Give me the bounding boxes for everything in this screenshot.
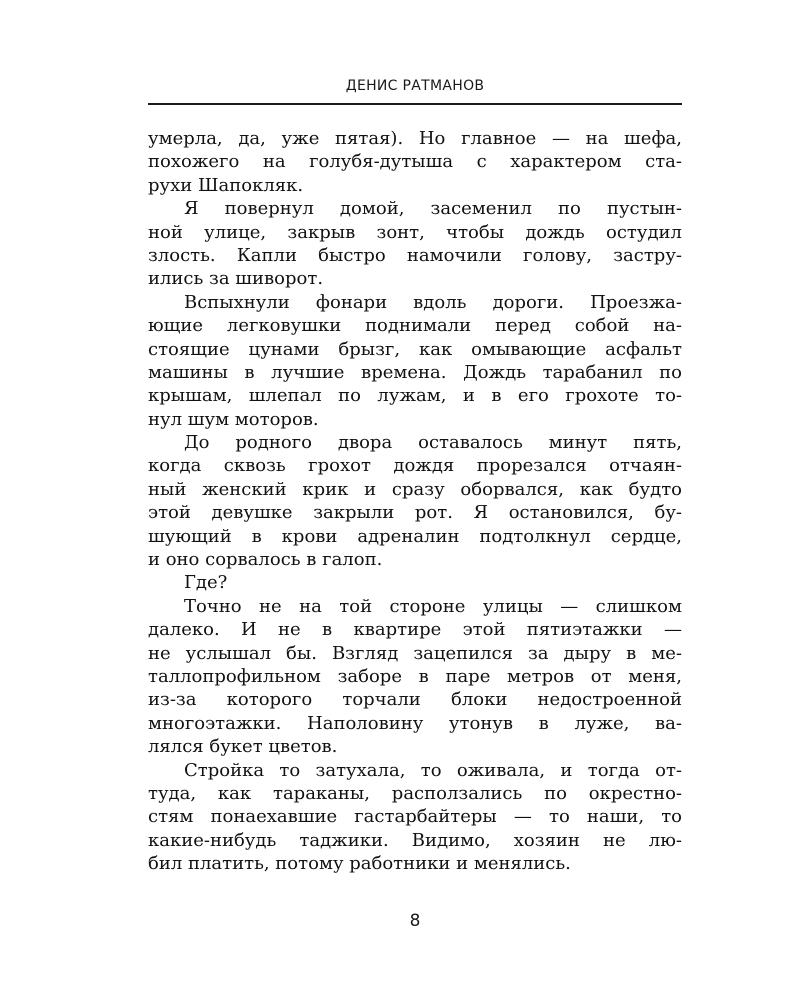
text-line: злость. Капли быстро намочили голову, застру- [148, 244, 682, 266]
paragraph [148, 431, 682, 571]
header-rule [148, 103, 682, 105]
paragraph [148, 595, 682, 759]
text-line: когда сквозь грохот дождя прорезался отчаян- [148, 455, 682, 477]
text-line: какие-нибудь таджики. Видимо, хозяин не лю- [148, 829, 682, 851]
text-line: машины в лучшие времена. Дождь тарабанил по [148, 361, 682, 383]
text-line: крышам, шлепал по лужам, и в его грохоте то- [148, 385, 682, 407]
text-line: До родного двора оставалось минут пять, [184, 432, 682, 454]
text-line: ный женский крик и сразу оборвался, как будто [148, 478, 682, 500]
text-line: рухи Шапокляк. [148, 174, 304, 196]
text-line: из-за которого торчали блоки недостроенной [148, 689, 682, 711]
paragraph [148, 571, 682, 594]
text-line: Стройка то затухала, то оживала, и тогда от- [184, 759, 682, 781]
text-line: лялся букет цветов. [148, 736, 338, 758]
text-line: этой девушке закрыли рот. Я остановился, бу- [148, 502, 682, 524]
text-line: стоящие цунами брызг, как омывающие асфальт [148, 338, 682, 360]
paragraph [148, 759, 682, 876]
text-line: стям понаехавшие гастарбайтеры — то наши, то [148, 806, 682, 828]
running-head-author: ДЕНИС РАТМАНОВ [345, 78, 485, 94]
text-line: бил платить, потому работники и менялись. [148, 853, 571, 875]
text-line: таллопрофильном заборе в паре метров от меня, [148, 665, 682, 687]
text-line: Где? [184, 572, 228, 594]
paragraph [148, 127, 682, 197]
text-line: туда, как тараканы, расползались по окрестно- [148, 782, 682, 804]
text-line: ной улице, закрыв зонт, чтобы дождь остудил [148, 221, 682, 243]
text-line: нул шум моторов. [148, 408, 319, 430]
text-line: шующий в крови адреналин подтолкнул сердце, [148, 525, 682, 547]
text-line: умерла, да, уже пятая). Но главное — на шефа, [148, 128, 682, 149]
page-number: 8 [409, 911, 421, 931]
text-line: не услышал бы. Взгляд зацепился за дыру в ме- [148, 642, 682, 664]
text-line: Я повернул домой, засеменил по пустын- [184, 198, 682, 220]
text-line: ющие легковушки поднимали перед собой на- [148, 315, 682, 337]
paragraph [148, 291, 682, 431]
text-line: похожего на голубя-дутыша с характером ста- [148, 151, 682, 173]
text-line: многоэтажки. Наполовину утонув в луже, ва- [148, 712, 682, 734]
text-line: и оно сорвалось в галоп. [148, 549, 383, 571]
text-line: далеко. И не в квартире этой пятиэтажки — [148, 619, 682, 641]
text-line: ились за шиворот. [148, 268, 324, 290]
text-line: Вспыхнули фонари вдоль дороги. Проезжа- [184, 291, 682, 313]
body-text [148, 127, 682, 876]
paragraph [148, 197, 682, 291]
text-line: Точно не на той стороне улицы — слишком [184, 595, 682, 617]
